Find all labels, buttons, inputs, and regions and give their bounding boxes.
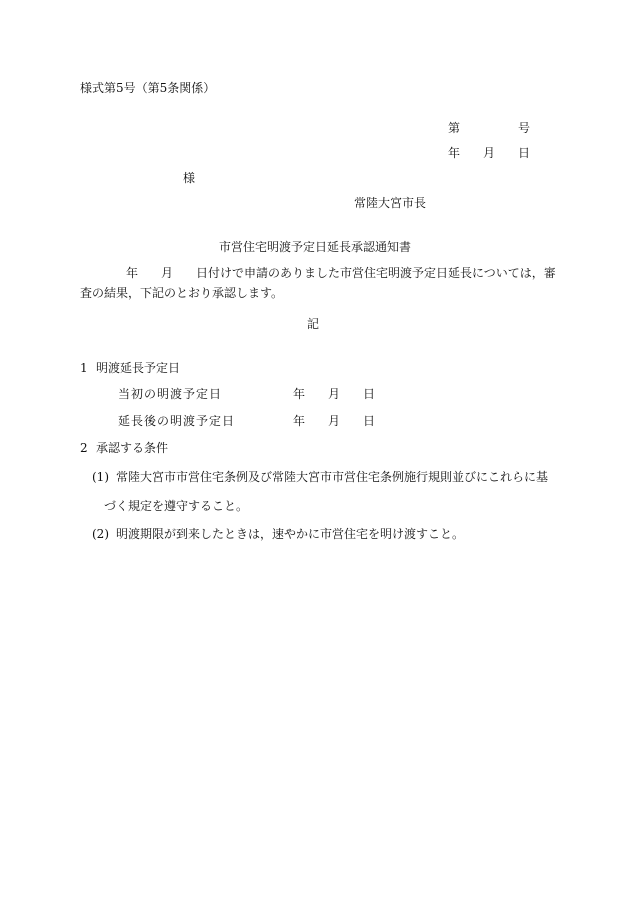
reference-number-dai: 第	[448, 121, 461, 135]
section-2-number: 2	[80, 441, 88, 455]
extended-date-label: 延長後の明渡予定日	[118, 414, 236, 428]
document-title: 市営住宅明渡予定日延長承認通知書	[219, 240, 412, 254]
issuer: 常陸大宮市長	[354, 196, 427, 210]
issue-date-month: 月	[483, 146, 496, 160]
condition-2-text: 明渡期限が到来したときは，速やかに市営住宅を明け渡すこと。	[116, 527, 465, 541]
issue-date-day: 日	[518, 146, 531, 160]
extended-date-year: 年	[293, 414, 306, 428]
condition-1-line-1: 常陸大宮市市営住宅条例及び常陸大宮市市営住宅条例施行規則並びにこれらに基	[116, 470, 549, 484]
condition-1-number: (1)	[92, 470, 109, 484]
condition-1-line-2: づく規定を遵守すること。	[104, 499, 249, 513]
section-2-title: 承認する条件	[96, 441, 169, 455]
original-date-label: 当初の明渡予定日	[118, 387, 223, 401]
body-year: 年	[126, 266, 139, 280]
body-line-2: 査の結果，下記のとおり承認します。	[80, 286, 284, 300]
addressee-suffix: 様	[183, 171, 196, 185]
body-month: 月	[161, 266, 174, 280]
original-date-year: 年	[293, 387, 306, 401]
section-1-number: 1	[80, 361, 88, 375]
extended-date-day: 日	[363, 414, 376, 428]
form-number: 様式第5号（第5条関係）	[80, 81, 216, 95]
body-line-1: 日付けで申請のありました市営住宅明渡予定日延長については，審	[196, 266, 556, 280]
ki-heading: 記	[307, 317, 320, 331]
original-date-day: 日	[363, 387, 376, 401]
original-date-month: 月	[328, 387, 341, 401]
issue-date-year: 年	[448, 146, 461, 160]
section-1-title: 明渡延長予定日	[96, 361, 181, 375]
condition-2-number: (2)	[92, 527, 109, 541]
extended-date-month: 月	[328, 414, 341, 428]
reference-number-go: 号	[518, 121, 531, 135]
